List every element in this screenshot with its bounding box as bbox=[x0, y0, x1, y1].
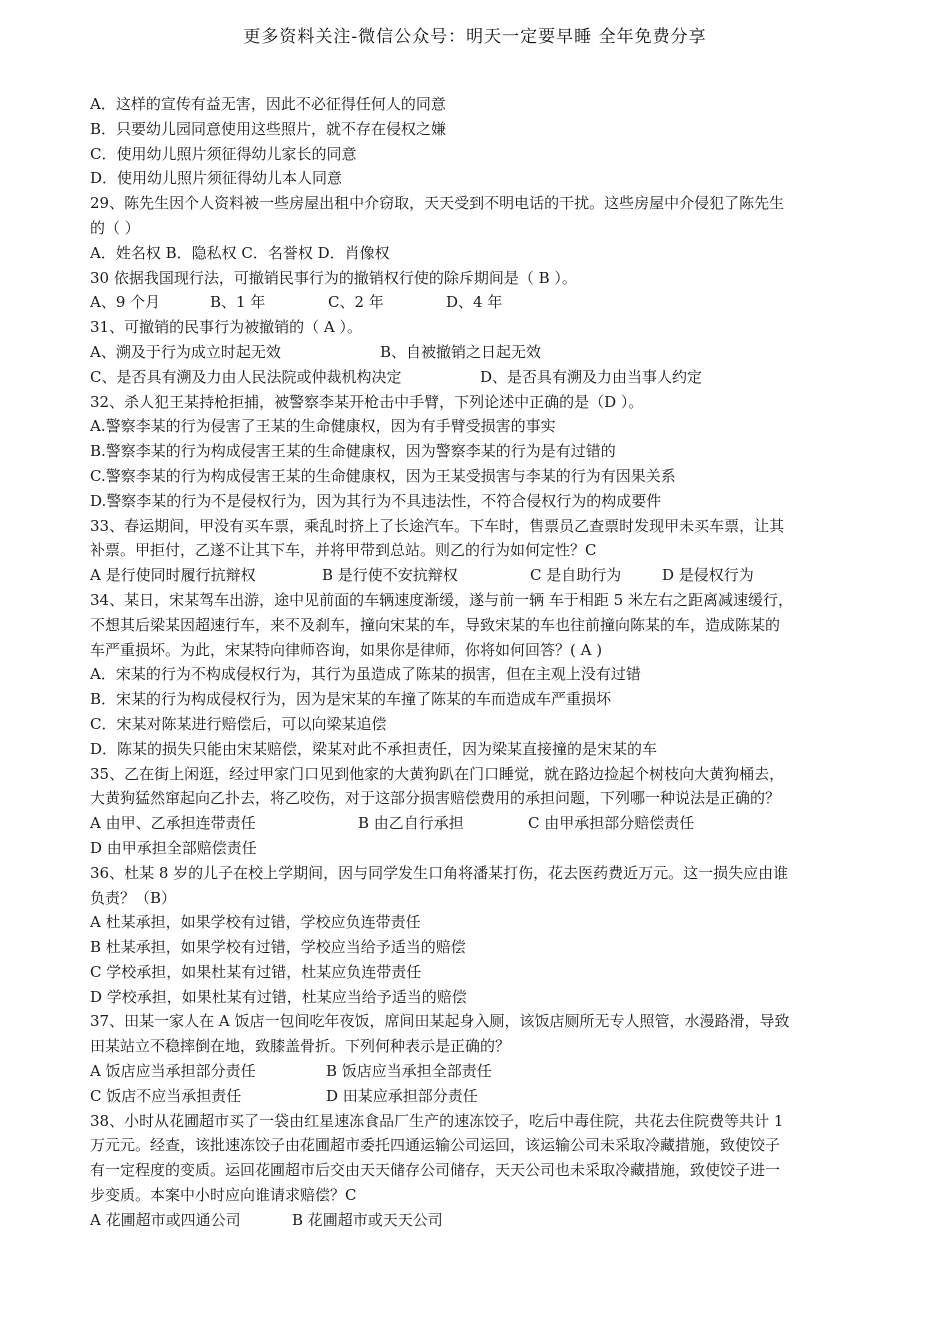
text-line: D 学校承担，如果杜某有过错，杜某应当给予适当的赔偿 bbox=[90, 987, 467, 1006]
q35-option-b: B 由乙自行承担 bbox=[358, 814, 464, 833]
text-line: 36、杜某 8 岁的儿子在校上学期间，因与同学发生口角将潘某打伤，花去医药费近万元。这一损失应由谁 bbox=[90, 863, 789, 882]
text-line: D．陈某的损失只能由宋某赔偿，梁某对此不承担责任，因为梁某直接撞的是宋某的车 bbox=[90, 739, 658, 758]
q31-option-b: B、自被撤销之日起无效 bbox=[380, 342, 542, 361]
text-line: B.警察李某的行为构成侵害王某的生命健康权，因为警察李某的行为是有过错的 bbox=[90, 442, 616, 461]
text-line: C 学校承担，如果杜某有过错，杜某应负连带责任 bbox=[90, 962, 422, 981]
q37-option-d: D 田某应承担部分责任 bbox=[326, 1086, 478, 1105]
text-line: A.警察李某的行为侵害了王某的生命健康权，因为有手臂受损害的事实 bbox=[90, 417, 556, 436]
q33-options bbox=[90, 563, 870, 588]
text-line: 30 依据我国现行法，可撤销民事行为的撤销权行使的除斥期间是（ B ）。 bbox=[90, 268, 577, 287]
text-line: 负责？（B） bbox=[90, 888, 177, 907]
text-line: C．使用幼儿照片须征得幼儿家长的同意 bbox=[90, 144, 357, 163]
text-line: D.警察李某的行为不是侵权行为，因为其行为不具违法性，不符合侵权行为的构成要件 bbox=[90, 491, 662, 510]
q31-option-c: C、是否具有溯及力由人民法院或仲裁机构决定 bbox=[90, 367, 402, 386]
text-line: D 由甲承担全部赔偿责任 bbox=[90, 838, 257, 857]
text-line: 34、某日，宋某驾车出游，途中见前面的车辆速度渐缓，遂与前一辆 车于相距 5 米左右之距离减速缓行， bbox=[90, 590, 793, 609]
text-line: C．宋某对陈某进行赔偿后，可以向梁某追偿 bbox=[90, 714, 387, 733]
text-line: 补票。甲拒付，乙遂不让其下车，并将甲带到总站。则乙的行为如何定性？C bbox=[90, 541, 597, 560]
text-line: 步变质。本案中小时应向谁请求赔偿？C bbox=[90, 1186, 357, 1205]
q30-option-b: B、1 年 bbox=[210, 293, 266, 312]
q31-option-d: D、是否具有溯及力由当事人约定 bbox=[480, 367, 703, 386]
q31-option-a: A、溯及于行为成立时起无效 bbox=[90, 342, 281, 361]
page-header: 更多资料关注-微信公众号：明天一定要早睡 全年免费分享 bbox=[243, 27, 707, 47]
text-line: A．宋某的行为不构成侵权行为，其行为虽造成了陈某的损害，但在主观上没有过错 bbox=[90, 665, 641, 684]
text-line: 35、乙在街上闲逛，经过甲家门口见到他家的大黄狗趴在门口睡觉，就在路边捡起个树枝向大黄狗桶去， bbox=[90, 764, 785, 783]
document-body bbox=[90, 92, 870, 1233]
text-line: A 杜某承担，如果学校有过错，学校应负连带责任 bbox=[90, 913, 421, 932]
text-line: 车严重损坏。为此，宋某特向律师咨询，如果你是律师，你将如何回答？( A ) bbox=[90, 640, 603, 659]
text-line: 万元元。经查，该批速冻饺子由花圃超市委托四通运输公司运回，该运输公司未采取冷藏措施，致使饺子 bbox=[90, 1136, 781, 1155]
q37-options-row2 bbox=[90, 1084, 870, 1109]
q38-option-b: B 花圃超市或天天公司 bbox=[292, 1210, 443, 1229]
q35-option-c: C 由甲承担部分赔偿责任 bbox=[528, 814, 695, 833]
text-line: B．宋某的行为构成侵权行为，因为是宋某的车撞了陈某的车而造成车严重损坏 bbox=[90, 690, 612, 709]
q38-options bbox=[90, 1208, 870, 1233]
q30-option-d: D、4 年 bbox=[446, 293, 503, 312]
q35-option-a: A 由甲、乙承担连带责任 bbox=[90, 814, 256, 833]
q35-options bbox=[90, 811, 870, 836]
q31-options-row1 bbox=[90, 340, 870, 365]
text-line: B．只要幼儿园同意使用这些照片，就不存在侵权之嫌 bbox=[90, 119, 447, 138]
q31-options-row2 bbox=[90, 365, 870, 390]
q37-options-row1 bbox=[90, 1059, 870, 1084]
q31-stem: 31、可撤销的民事行为被撤销的（ A ）。 bbox=[90, 318, 362, 337]
q33-option-b: B 是行使不安抗辩权 bbox=[322, 566, 458, 585]
q37-option-a: A 饭店应当承担部分责任 bbox=[90, 1062, 256, 1081]
q30-option-c: C、2 年 bbox=[328, 293, 384, 312]
text-line: 37、田某一家人在 A 饭店一包间吃年夜饭，席间田某起身入厕，该饭店厕所无专人照管，水漫路滑，导致 bbox=[90, 1012, 790, 1031]
text-line: C.警察李某的行为构成侵害王某的生命健康权，因为王某受损害与李某的行为有因果关系 bbox=[90, 466, 676, 485]
text-line: 32、杀人犯王某持枪拒捕，被警察李某开枪击中手臂，下列论述中正确的是（D ）。 bbox=[90, 392, 644, 411]
text-line: 33、春运期间，甲没有买车票，乘乱时挤上了长途汽车。下车时，售票员乙查票时发现甲未买车票，让其 bbox=[90, 516, 785, 535]
q37-option-b: B 饭店应当承担全部责任 bbox=[326, 1062, 492, 1081]
q30-option-a: A、9 个月 bbox=[90, 293, 161, 312]
q33-option-d: D 是侵权行为 bbox=[662, 566, 754, 585]
q38-option-a: A 花圃超市或四通公司 bbox=[90, 1210, 241, 1229]
text-line: 不想其后梁某因超速行车，来不及刹车，撞向宋某的车，导致宋某的车也往前撞向陈某的车，造成陈某的 bbox=[90, 615, 781, 634]
text-line: 29、陈先生因个人资料被一些房屋出租中介窃取，天天受到不明电话的干扰。这些房屋中介侵犯了陈先生 bbox=[90, 194, 785, 213]
text-line: A．这样的宣传有益无害，因此不必征得任何人的同意 bbox=[90, 95, 446, 113]
text-line: A．姓名权 B．隐私权 C．名誉权 D．肖像权 bbox=[90, 243, 390, 262]
text-line: 田某站立不稳摔倒在地，致膝盖骨折。下列何种表示是正确的？ bbox=[90, 1037, 511, 1056]
text-line: D．使用幼儿照片须征得幼儿本人同意 bbox=[90, 169, 343, 188]
text-line: 的（ ） bbox=[90, 218, 140, 237]
text-line: 38、小时从花圃超市买了一袋由红星速冻食品厂生产的速冻饺子，吃后中毒住院，共花去住院费等共计 1 bbox=[90, 1111, 784, 1130]
text-line: B 杜某承担，如果学校有过错，学校应当给予适当的赔偿 bbox=[90, 938, 466, 957]
text-line: 大黄狗猛然窜起向乙扑去，将乙咬伤，对于这部分损害赔偿费用的承担问题，下列哪一种说法是正确的？ bbox=[90, 789, 781, 808]
q33-option-c: C 是自助行为 bbox=[530, 566, 622, 585]
text-line: 有一定程度的变质。运回花圃超市后交由天天储存公司储存，天天公司也未采取冷藏措施，致使饺子进一 bbox=[90, 1161, 781, 1180]
q33-option-a: A 是行使同时履行抗辩权 bbox=[90, 566, 256, 585]
q37-option-c: C 饭店不应当承担责任 bbox=[90, 1086, 242, 1105]
q30-options bbox=[90, 290, 870, 315]
